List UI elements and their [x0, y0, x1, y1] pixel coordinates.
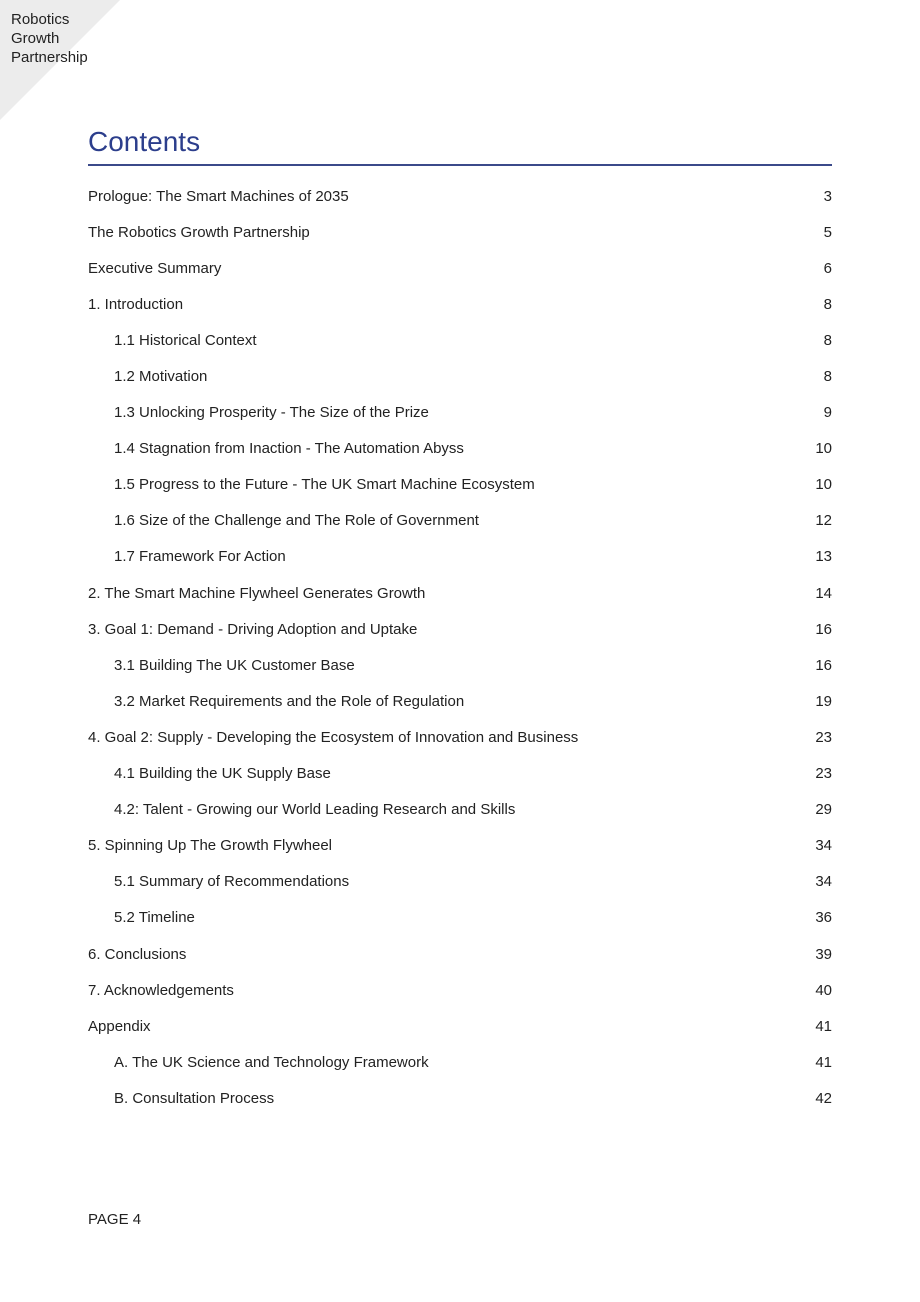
toc-entry-label[interactable]: 3.2 Market Requirements and the Role of Regulation: [114, 692, 465, 710]
toc-entry[interactable]: [88, 358, 832, 394]
toc-entry-page-number: 39: [815, 945, 832, 963]
organization-name-line: Partnership: [11, 49, 88, 66]
organization-name-line: Growth: [11, 30, 60, 47]
toc-entry-page-number: 34: [815, 873, 832, 891]
toc-entry[interactable]: [88, 250, 832, 286]
toc-entry-label[interactable]: 3.1 Building The UK Customer Base: [114, 656, 355, 674]
toc-entry-label[interactable]: 5.2 Timeline: [114, 909, 195, 927]
toc-entry-label[interactable]: 1. Introduction: [88, 295, 184, 313]
toc-entry-label[interactable]: 1.5 Progress to the Future - The UK Smart Machine Ecosystem: [114, 476, 535, 494]
toc-entry-page-number: 23: [815, 728, 832, 746]
toc-entry[interactable]: [88, 503, 832, 539]
toc-entry-label[interactable]: 5.1 Summary of Recommendations: [114, 873, 350, 891]
toc-entry[interactable]: [88, 1008, 832, 1044]
toc-entry[interactable]: [88, 431, 832, 467]
toc-entry-label[interactable]: 1.6 Size of the Challenge and The Role of Government: [114, 512, 479, 530]
toc-entry-page-number: 10: [815, 440, 832, 458]
toc-entry-label[interactable]: A. The UK Science and Technology Framework: [114, 1053, 429, 1071]
toc-entry[interactable]: [88, 1044, 832, 1080]
toc-entry-label[interactable]: 3. Goal 1: Demand - Driving Adoption and Uptake: [88, 620, 418, 638]
toc-entry[interactable]: [88, 395, 832, 431]
toc-entry[interactable]: [88, 214, 832, 250]
toc-entry-label[interactable]: Prologue: The Smart Machines of 2035: [88, 187, 349, 205]
toc-entry-label[interactable]: 1.7 Framework For Action: [114, 548, 286, 566]
toc-entry-page-number: 29: [815, 801, 832, 819]
toc-entry-label[interactable]: 1.4 Stagnation from Inaction - The Automation Abyss: [114, 440, 464, 458]
toc-entry-page-number: 3: [823, 187, 832, 205]
toc-entry-page-number: 14: [815, 584, 832, 602]
toc-entry-page-number: 19: [815, 692, 832, 710]
toc-entry-label[interactable]: 4. Goal 2: Supply - Developing the Ecosystem of Innovation and Business: [88, 728, 579, 746]
toc-entry-page-number: 16: [815, 620, 832, 638]
toc-entry[interactable]: [88, 756, 832, 792]
page-number-footer: PAGE 4: [88, 1211, 142, 1228]
toc-entry-label[interactable]: 4.1 Building the UK Supply Base: [114, 765, 331, 783]
toc-entry[interactable]: [88, 322, 832, 358]
toc-entry[interactable]: [88, 611, 832, 647]
toc-entry-page-number: 8: [823, 368, 832, 386]
toc-entry[interactable]: [88, 286, 832, 322]
toc-entry[interactable]: [88, 828, 832, 864]
toc-entry[interactable]: [88, 972, 832, 1008]
toc-entry-page-number: 34: [815, 837, 832, 855]
toc-entry[interactable]: [88, 647, 832, 683]
toc-entry-page-number: 6: [823, 259, 832, 277]
toc-entry[interactable]: [88, 575, 832, 611]
toc-entry[interactable]: [88, 467, 832, 503]
toc-entry[interactable]: [88, 864, 832, 900]
toc-entry[interactable]: [88, 178, 832, 214]
toc-entry-label[interactable]: 5. Spinning Up The Growth Flywheel: [88, 837, 333, 855]
toc-entry-label[interactable]: 6. Conclusions: [88, 945, 187, 963]
toc-entry[interactable]: [88, 683, 832, 719]
toc-entry-page-number: 42: [815, 1089, 832, 1107]
toc-entry-label[interactable]: Executive Summary: [88, 259, 222, 277]
toc-entry-page-number: 36: [815, 909, 832, 927]
toc-entry-page-number: 41: [815, 1017, 832, 1035]
toc-entry-page-number: 8: [823, 331, 832, 349]
toc-entry[interactable]: [88, 719, 832, 755]
title-divider: [88, 164, 832, 166]
toc-entry-page-number: 16: [815, 656, 832, 674]
toc-entry-page-number: 13: [815, 548, 832, 566]
toc-entry-page-number: 8: [823, 295, 832, 313]
toc-entry-page-number: 23: [815, 765, 832, 783]
toc-entry-label[interactable]: 1.2 Motivation: [114, 368, 208, 386]
page-title: Contents: [88, 126, 201, 157]
toc-entry-page-number: 9: [823, 404, 832, 422]
organization-name-line: Robotics: [11, 11, 70, 28]
table-of-contents: [88, 178, 832, 1116]
toc-entry-label[interactable]: Appendix: [88, 1017, 151, 1035]
toc-entry-label[interactable]: 1.3 Unlocking Prosperity - The Size of the Prize: [114, 404, 429, 422]
toc-entry-label[interactable]: The Robotics Growth Partnership: [88, 223, 310, 241]
toc-entry-label[interactable]: 2. The Smart Machine Flywheel Generates Growth: [88, 584, 426, 602]
toc-entry-label[interactable]: 4.2: Talent - Growing our World Leading Research and Skills: [114, 801, 516, 819]
toc-entry[interactable]: [88, 539, 832, 575]
toc-entry-label[interactable]: 7. Acknowledgements: [88, 981, 234, 999]
toc-entry-label[interactable]: 1.1 Historical Context: [114, 331, 257, 349]
toc-entry-page-number: 10: [815, 476, 832, 494]
toc-entry[interactable]: [88, 1080, 832, 1116]
toc-entry-page-number: 41: [815, 1053, 832, 1071]
toc-entry[interactable]: [88, 936, 832, 972]
toc-entry-page-number: 5: [823, 223, 832, 241]
toc-entry-page-number: 40: [815, 981, 832, 999]
organization-name: [11, 10, 111, 67]
toc-entry[interactable]: [88, 792, 832, 828]
toc-entry-label[interactable]: B. Consultation Process: [114, 1089, 275, 1107]
toc-entry[interactable]: [88, 900, 832, 936]
toc-entry-page-number: 12: [815, 512, 832, 530]
